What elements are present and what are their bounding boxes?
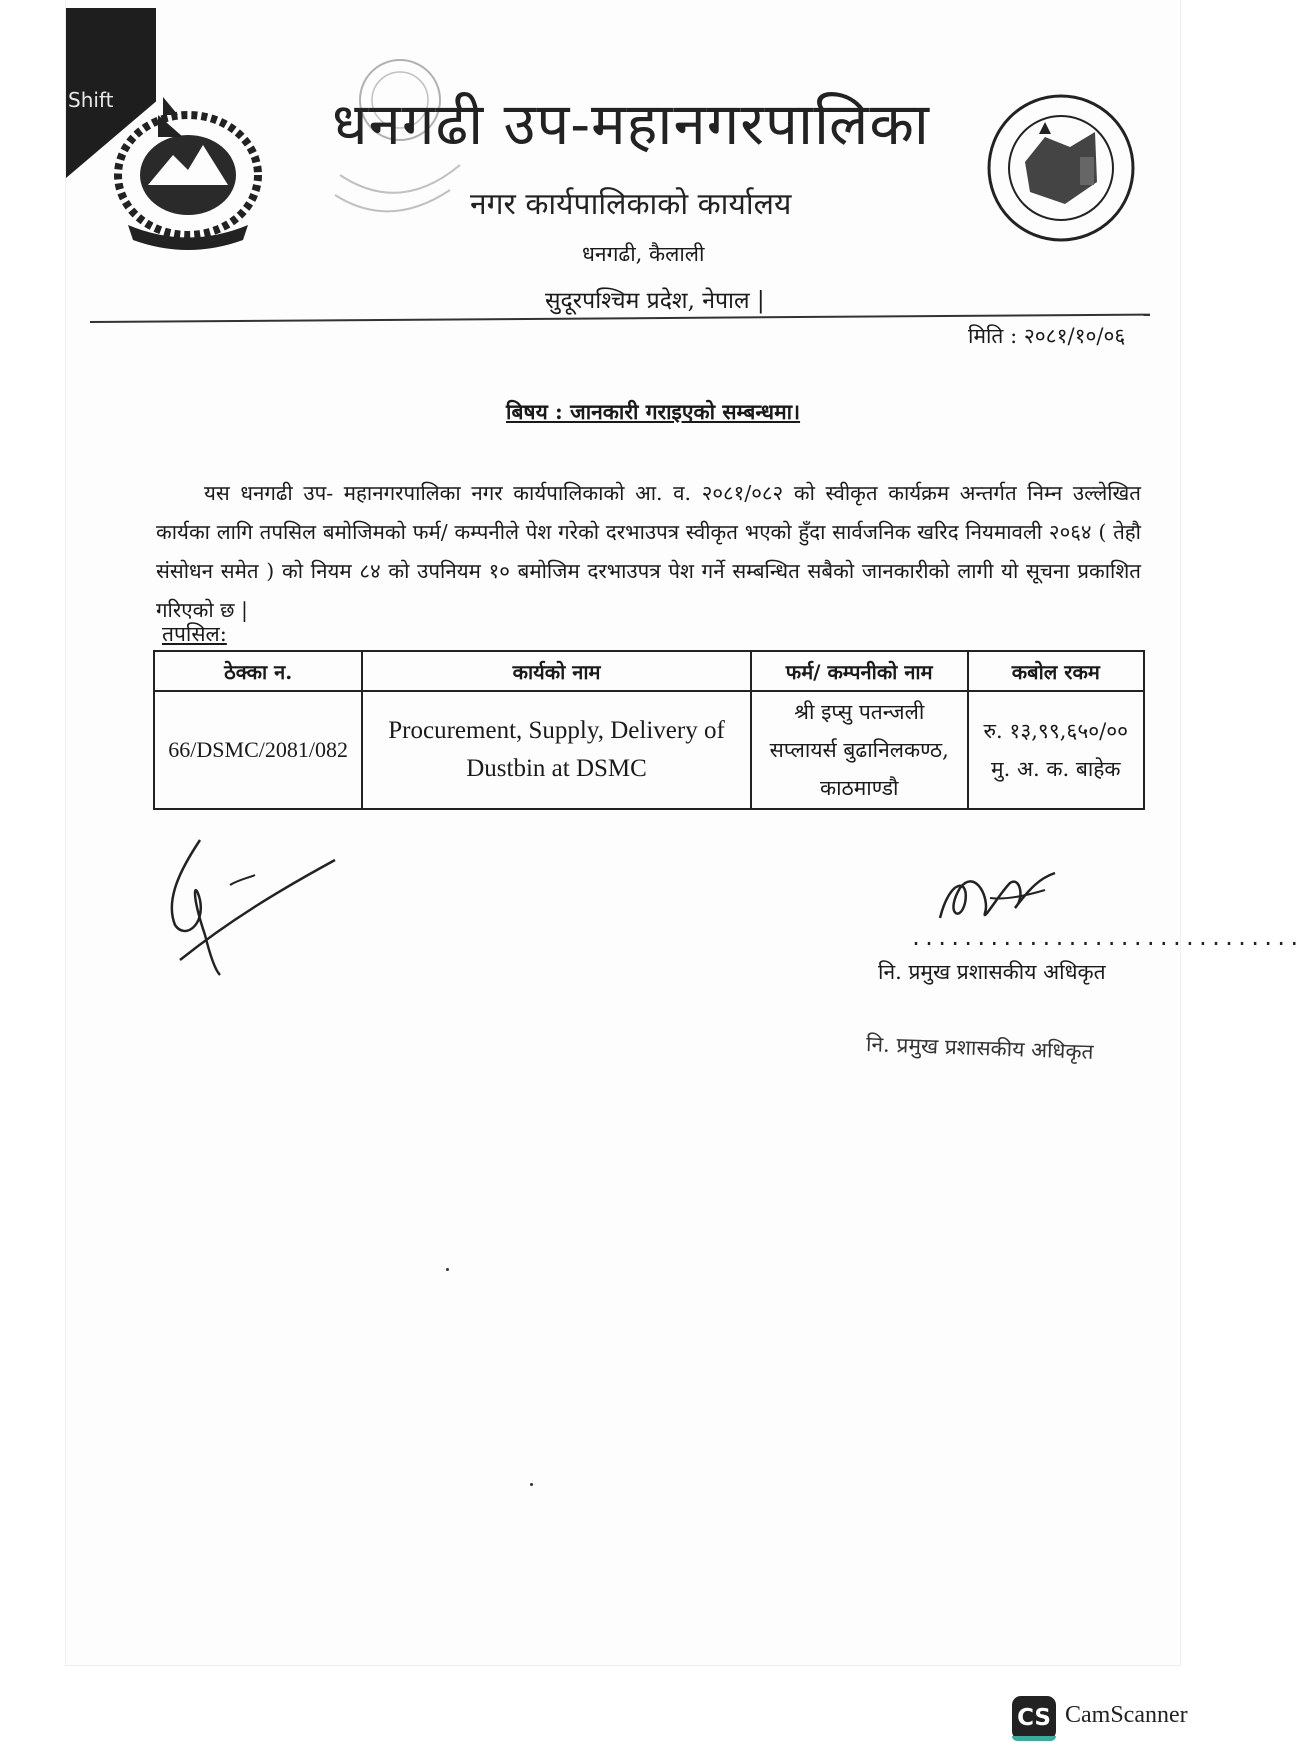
office-title: धनगढी उप-महानगरपालिका [332,90,930,158]
camscanner-logo-bar [1012,1736,1056,1741]
table-row [154,691,1144,809]
officer-title: नि. प्रमुख प्रशासकीय अधिकृत [878,960,1106,984]
shift-key-label: Shift [68,88,114,112]
header-amount: कबोल रकम [968,651,1144,691]
scan-speck [446,1268,449,1271]
firm-name-line: काठमाण्डौ [819,776,899,800]
office-subtitle: नगर कार्यपालिकाको कार्यालय [470,187,792,222]
amount-line: मु. अ. क. बाहेक [991,757,1121,781]
municipality-seal-icon [985,92,1137,244]
signature-dotted-line: .............................. [910,926,1301,950]
firm-name-line: सप्लायर्स बुढानिलकण्ठ, [769,738,949,762]
camscanner-logo-icon: CS [1012,1696,1056,1740]
header-contract-no: ठेक्का न. [154,651,362,691]
tender-table [153,650,1145,810]
notice-text: यस धनगढी उप- महानगरपालिका नगर कार्यपालिकाको आ. व. २०८१/०८२ को स्वीकृत कार्यक्रम अन्तर्गत निम्न उल्लेखित कार्यका लागि तपसिल बमोजिमको फर्म/ कम्पनीले पेश गरेको दरभाउपत्र स्वीकृत भएको हुँदा सार्वजनिक खरिद नियमावली २०६४ ( तेहौ संसोधन समेत ) को नियम ८४ को उपनियम १० बमोजिम दरभाउपत्र पेश गर्ने सम्बन्धित सबैको जानकारीको लागी यो सूचना प्रकाशित गरिएको छ | [156,481,1141,622]
amount-line: रु. १३,९९,६५०/०० [983,719,1129,743]
work-name-line: Dustbin at DSMC [466,755,647,782]
scan-speck [530,1483,533,1486]
camscanner-watermark: CamScanner [1065,1702,1188,1728]
officer-title-handwritten: नि. प्रमुख प्रशासकीय अधिकृत [865,1032,1094,1064]
cell-amount [968,691,1144,809]
nepal-emblem-icon [103,75,273,255]
table-header-row [154,651,1144,691]
firm-name-line: श्री इप्सु पतन्जली [794,700,925,724]
header-firm-name: फर्म/ कम्पनीको नाम [751,651,968,691]
notice-paragraph [156,474,1141,630]
cell-firm-name [751,691,968,809]
left-signature [160,830,340,980]
work-name-line: Procurement, Supply, Delivery of [388,717,725,744]
details-label: तपसिल: [162,622,227,646]
header-work-name: कार्यको नाम [362,651,751,691]
office-city: धनगढी, कैलाली [582,242,705,266]
cell-contract-no: 66/DSMC/2081/082 [154,691,362,809]
cell-work-name [362,691,751,809]
subject-line: बिषय : जानकारी गराइएको सम्बन्धमा। [506,399,801,424]
document-date: मिति : २०८१/१०/०६ [968,324,1126,348]
office-province: सुदूरपश्चिम प्रदेश, नेपाल | [545,288,765,314]
